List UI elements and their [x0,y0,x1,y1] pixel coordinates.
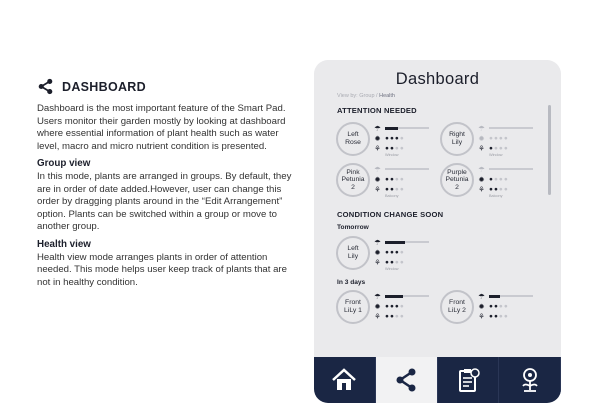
water-level-row [477,291,542,301]
macro-nutrient-rating: ●●●● [489,134,509,142]
sun-icon: ✹ [374,301,381,311]
plant-name: Front LiLy 2 [448,299,466,314]
sun-icon: ✹ [478,301,485,311]
sun-icon: ✹ [374,133,381,143]
plant-card-right-lily[interactable] [440,122,474,156]
view-by-group-option[interactable]: View by: Group / [337,93,378,99]
watering-can-icon: ☂ [478,164,485,174]
micro-nutrient-rating: ●●●● [385,185,405,193]
sprout-icon: ⚘ [374,184,381,194]
sun-icon: ✹ [478,174,485,184]
micro-nutrient-rating: ●●●● [385,312,405,320]
water-level-bar [385,127,429,129]
in-3-days-label: In 3 days [337,279,366,286]
tab-plants[interactable] [499,357,561,403]
macro-nutrient-row [477,174,542,184]
plant-location: Window [385,267,399,271]
plant-location: Window [385,153,399,157]
tomorrow-label: Tomorrow [337,224,369,231]
macro-nutrient-rating: ●●●● [385,302,405,310]
plant-name: Left Rose [345,131,361,146]
water-level-row [373,164,438,174]
watering-can-icon: ☂ [478,291,485,301]
plant-card-purple-petunia[interactable] [440,163,474,197]
micro-nutrient-rating: ●●●● [385,258,405,266]
water-level-row [477,123,542,133]
share-icon [392,366,420,394]
plant-card-left-rose[interactable] [336,122,370,156]
sprout-icon: ⚘ [478,311,485,321]
macro-nutrient-row [373,174,438,184]
water-level-bar [385,241,429,243]
plant-name: Purple Petunia 2 [445,168,469,191]
micro-nutrient-rating: ●●●● [385,144,405,152]
watering-can-icon: ☂ [374,123,381,133]
home-icon [330,366,358,394]
macro-nutrient-rating: ●●●● [489,302,509,310]
water-level-bar [489,127,533,129]
description-header [37,78,297,95]
group-view-text: In this mode, plants are arranged in groups. By default, they are in order of date added.However, user can change this order by dragging plants around in the “Edit Arrangement” option. Plants can be switched within a group or move to another group. [37,170,292,233]
micro-nutrient-row [373,184,438,194]
view-by-toggle[interactable] [337,93,395,99]
water-level-row [477,164,542,174]
description-title: DASHBOARD [62,79,146,94]
micro-nutrient-rating: ●●●● [489,185,509,193]
plant-name: Pink Petunia 2 [341,168,365,191]
tab-dashboard[interactable] [376,357,438,403]
plant-location: Window [489,153,503,157]
micro-nutrient-rating: ●●●● [489,144,509,152]
micro-nutrient-row [373,143,438,153]
water-level-row [373,123,438,133]
plant-stats-left-lily [373,237,438,272]
plant-name: Front LiLy 1 [344,299,362,314]
plant-name: Left Lily [347,245,359,260]
sprout-icon: ⚘ [374,311,381,321]
sprout-icon: ⚘ [374,143,381,153]
macro-nutrient-rating: ●●●● [385,248,405,256]
macro-nutrient-rating: ●●●● [385,175,405,183]
sun-icon: ✹ [374,174,381,184]
macro-nutrient-rating: ●●●● [489,175,509,183]
sun-icon: ✹ [374,247,381,257]
micro-nutrient-row [477,143,542,153]
intro-text: Dashboard is the most important feature of the Smart Pad. Users monitor their garden mostly by looking at dashboard where essential information of plant health such as water level, macro and micro nutrient condition is presented. [37,103,286,152]
micro-nutrient-row [477,184,542,194]
sun-icon: ✹ [478,133,485,143]
health-view-text: Health view mode arranges plants in order of attention needed. This mode helps user keep track of plants that are not in healthy condition. [37,251,287,288]
plant-card-front-lily-2[interactable] [440,290,474,324]
plant-stats-right-lily [477,123,542,158]
macro-nutrient-row [477,133,542,143]
plant-location: Balcony [385,194,399,198]
plant-location: Balcony [489,194,503,198]
device-screen [314,60,561,403]
plant-stats-front-lily-2 [477,291,542,321]
plant-stats-pink-petunia [373,164,438,199]
view-by-health-option[interactable]: Health [379,93,395,99]
watering-can-icon: ☂ [478,123,485,133]
water-level-row [373,291,438,301]
micro-nutrient-rating: ●●●● [489,312,509,320]
micro-nutrient-row [477,311,542,321]
health-view-title: Health view [37,238,91,250]
plant-name: Right Lily [449,131,465,146]
condition-change-heading: CONDITION CHANGE SOON [337,210,444,219]
watering-can-icon: ☂ [374,237,381,247]
plant-stats-front-lily-1 [373,291,438,321]
plant-stats-purple-petunia [477,164,542,199]
group-view-title: Group view [37,158,91,170]
macro-nutrient-row [373,247,438,257]
description-panel [37,78,297,289]
water-level-bar [385,295,429,297]
water-level-row [373,237,438,247]
plant-card-pink-petunia[interactable] [336,163,370,197]
water-level-bar [489,295,533,297]
sprout-icon: ⚘ [478,184,485,194]
sprout-icon: ⚘ [374,257,381,267]
clipboard-icon [454,366,482,394]
watering-can-icon: ☂ [374,164,381,174]
share-icon [37,78,54,95]
macro-nutrient-row [477,301,542,311]
watering-can-icon: ☂ [374,291,381,301]
macro-nutrient-row [373,301,438,311]
water-level-bar [489,168,533,170]
plant-stats-left-rose [373,123,438,158]
bottom-tab-bar [314,357,561,403]
tab-home[interactable] [314,357,376,403]
water-level-bar [385,168,429,170]
attention-needed-heading: ATTENTION NEEDED [337,106,417,115]
tab-tasks[interactable] [438,357,500,403]
plant-card-front-lily-1[interactable] [336,290,370,324]
sprout-icon: ⚘ [478,143,485,153]
screen-title: Dashboard [395,70,480,88]
plant-card-left-lily[interactable] [336,236,370,270]
micro-nutrient-row [373,257,438,267]
macro-nutrient-row [373,133,438,143]
flower-icon [516,366,544,394]
scrollbar[interactable] [548,105,551,195]
micro-nutrient-row [373,311,438,321]
macro-nutrient-rating: ●●●● [385,134,405,142]
